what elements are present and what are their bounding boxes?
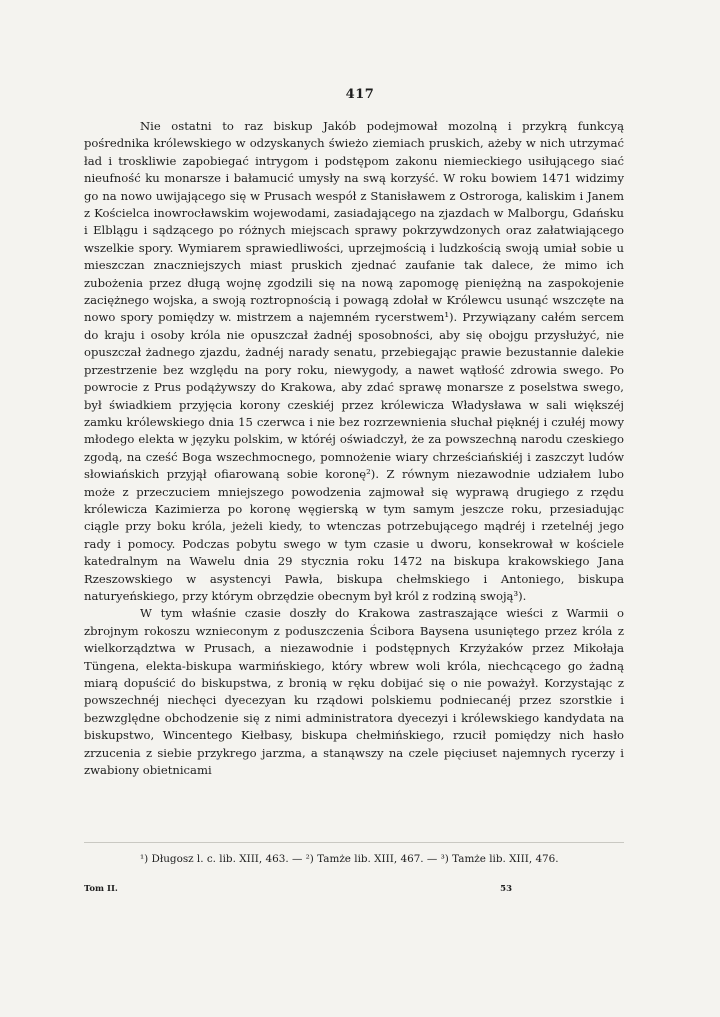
page-number: 417: [345, 87, 375, 102]
footnote-text: ¹) Długosz l. c. lib. XIII, 463. — ²) Tamże lib. XIII, 467. — ³) Tamże lib. XIII, 476.: [140, 853, 559, 865]
signature-mark: [84, 884, 624, 894]
footnotes: [84, 852, 624, 867]
body-text: [84, 118, 624, 779]
footnote-separator: [84, 842, 624, 843]
sheet-number: 53: [500, 884, 512, 894]
paragraph-2: W tym właśnie czasie doszły do Krakowa zastraszające wieści z Warmii o zbrojnym rokoszu wznieconym z poduszczenia Ścibora Baysena usuniętego przez króla z wielkorządztwa w Prusach, a niezawodnie i podstępnych Krzyżaków przez Mikołaja Tüngena, elekta-biskupa warmińskiego, który wbrew woli króla, niechcącego go żadną miarą dopuścić do biskupstwa, z bronią w ręku dobijać się o nie poważył. Korzystając z powszechnéj niechęci dyecezyan ku rządowi polskiemu podniecanéj przez szorstkie i bezwzględne obchodzenie się z nimi administratora dyecezyi i królewskiego kandydata na biskupstwo, Wincentego Kiełbasy, biskupa chełmińskiego, rzucił pomiędzy nich hasło zrzucenia z siebie przykrego jarzma, a stanąwszy na czele pięciuset najemnych rycerzy i zwabiony obietnicami: [84, 606, 624, 778]
paragraph-1: Nie ostatni to raz biskup Jakób podejmował mozolną i przykrą funkcyą pośrednika królewskiego w odzyskanych świeżo ziemiach pruskich, ażeby w nich utrzymać ład i troskliwie zapobiegać intrygom i podstępom zakonu niemieckiego usiłującego siać nieufność ku monarsze i bałamucić umysły na swą korzyść. W roku bowiem 1471 widzimy go na nowo uwijającego się w Prusach wespół z Stanisławem z Ostroroga, kaliskim i Janem z Kościelca inowrocławskim wojewodami, zasiadającego na zjazdach w Malborgu, Gdańsku i Elblągu i sądzącego po różnych miejscach sprawy pokrzywdzonych oraz załatwiającego wszelkie spory. Wymiarem sprawiedliwości, uprzejmością i ludzkością swoją umiał sobie u mieszczan znaczniejszych miast pruskich zjednać zaufanie tak dalece, że mimo ich zubożenia przez długą wojnę zgodzili się na nową zapomogę pieniężną na zaspokojenie zaciężnego wojska, a swoją roztropnością i powagą zdołał w Królewcu usunąć wszczęte na nowo spory pomiędzy w. mistrzem a najemném rycerstwem¹). Przywiązany całém sercem do kraju i osoby króla nie opuszczał żadnéj sposobności, aby się obojgu przysłużyć, nie opuszczał żadnego zjazdu, żadnéj narady senatu, przebiegając prawie bezustannie dalekie przestrzenie bez względu na pory roku, niewygody, a nawet wątłość zdrowia swego. Po powrocie z Prus podążywszy do Krakowa, aby zdać sprawę monarsze z poselstwa swego, był świadkiem przyjęcia korony czeskiéj przez królewicza Władysława w sali większéj zamku królewskiego dnia 15 czerwca i nie bez rozrzewnienia słuchał pięknéj i czułéj mowy młodego elekta w języku polskim, w któréj oświadczył, że za powszechną narodu czeskiego zgodą, na cześć Boga wszechmocnego, pomnożenie wiary chrześciańskiéj i zaszczyt ludów słowiańskich przyjął ofiarowaną sobie koronę²). Z równym niezawodnie udziałem lubo może z przeczuciem mniejszego powodzenia zajmował się wyprawą drugiego z rzędu królewicza Kazimierza po koronę węgierską w tym samym jeszcze roku, przesiadując ciągle przy boku króla, jeżeli kiedy, to wtenczas potrzebującego mądréj i rzetelnéj jego rady i pomocy. Podczas pobytu swego w tym czasie u dworu, konsekrował w kościele katedralnym na Wawelu dnia 29 stycznia roku 1472 na biskupa krakowskiego Jana Rzeszowskiego w asystencyi Pawła, biskupa chełmskiego i Antoniego, biskupa naturyeńskiego, przy którym obrzędzie obecnym był król z rodziną swoją³).: [84, 119, 624, 603]
volume-label: Tom II.: [84, 884, 118, 894]
